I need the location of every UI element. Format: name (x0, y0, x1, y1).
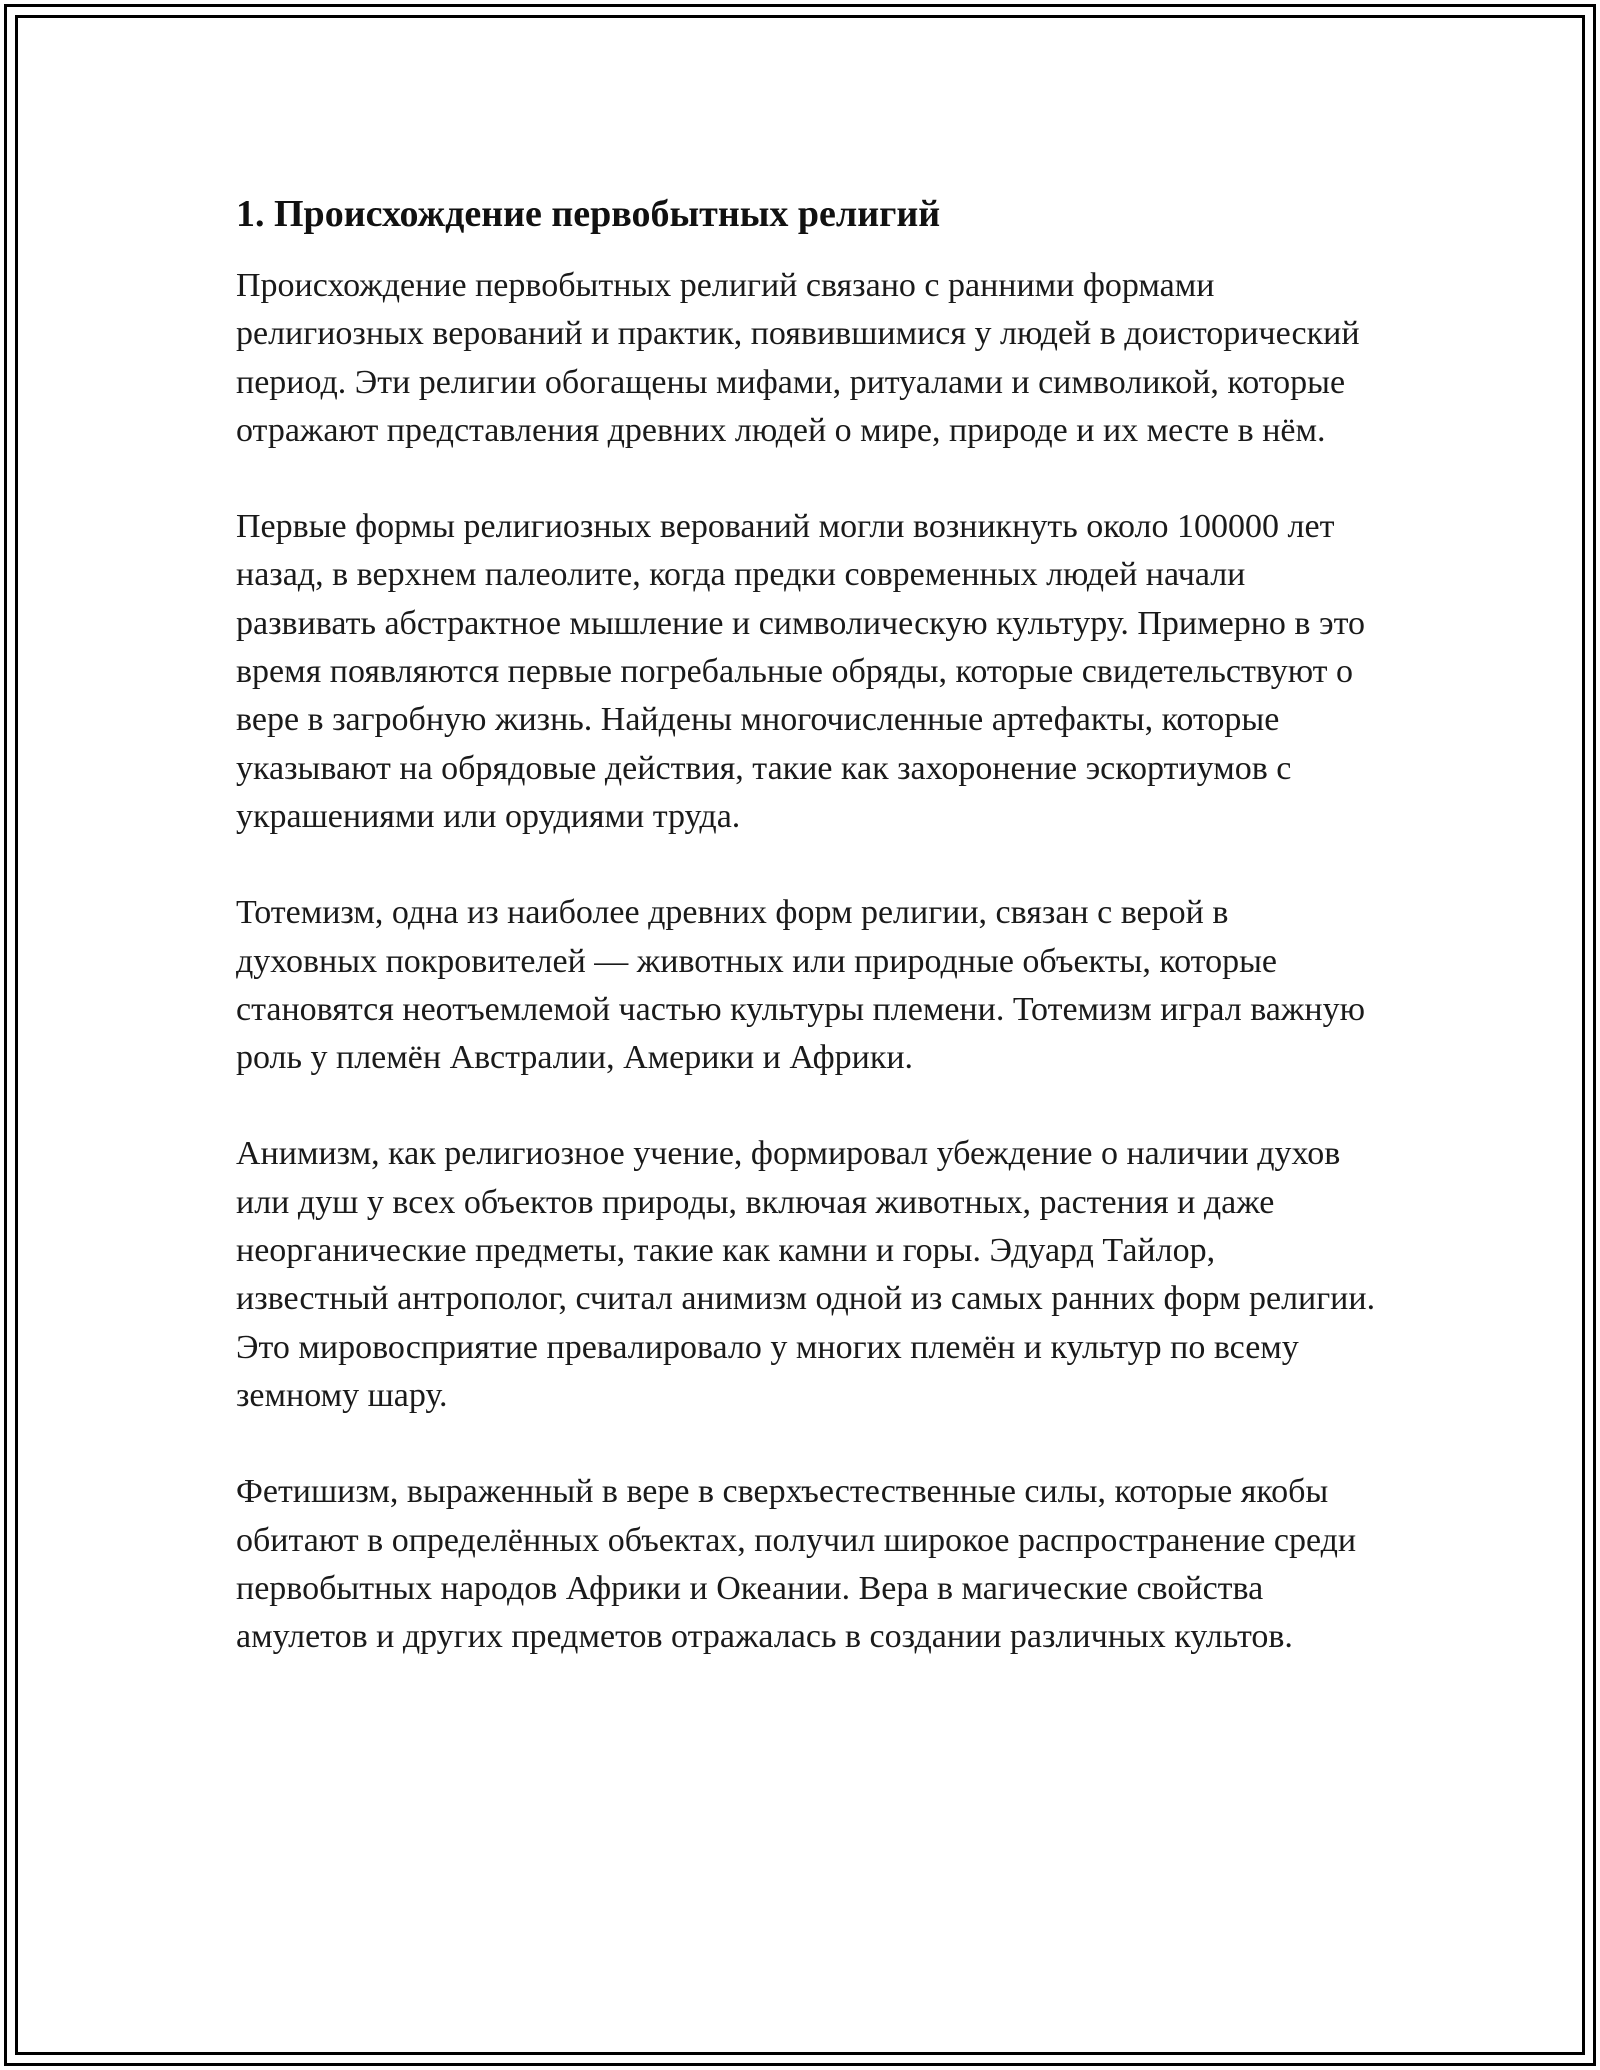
paragraph-paleolithic: Первые формы религиозных верований могли возникнуть около 100000 лет назад, в верхнем палеолите, когда предки современных людей начали развивать абстрактное мышление и символическую культуру. Примерно в это время появляются первые погребальные обряды, которые свидетельствуют о вере в загробную жизнь. Найдены многочисленные артефакты, которые указывают на обрядовые действия, такие как захоронение эскортиумов с украшениями или орудиями труда. (236, 508, 1365, 835)
paragraph-origin: Происхождение первобытных религий связано с ранними формами религиозных верований и практик, появившимися у людей в доисторический период. Эти религии обогащены мифами, ритуалами и символикой, которые отражают представления древних людей о мире, природе и их месте в нём. (236, 267, 1360, 449)
paragraph-fetishism: Фетишизм, выраженный в вере в сверхъестественные силы, которые якобы обитают в определённых объектах, получил широкое распространение среди первобытных народов Африки и Океании. Вера в магические свойства амулетов и других предметов отражалась в создании различных культов. (236, 1473, 1357, 1656)
document-body (236, 186, 1376, 1661)
section-heading: 1. Происхождение первобытных религий (236, 193, 941, 235)
paragraph-totemism: Тотемизм, одна из наиболее древних форм религии, связан с верой в духовных покровителей — животных или природные объекты, которые становятся неотъемлемой частью культуры племени. Тотемизм играл важную роль у племён Австралии, Америки и Африки. (236, 894, 1365, 1077)
paragraph-animism: Анимизм, как религиозное учение, формировал убеждение о наличии духов или душ у всех объектов природы, включая животных, растения и даже неорганические предметы, такие как камни и горы. Эдуард Тайлор, известный антрополог, считал анимизм одной из самых ранних форм религии. Это мировосприятие превалировало у многих племён и культур по всему земному шару. (236, 1135, 1376, 1414)
